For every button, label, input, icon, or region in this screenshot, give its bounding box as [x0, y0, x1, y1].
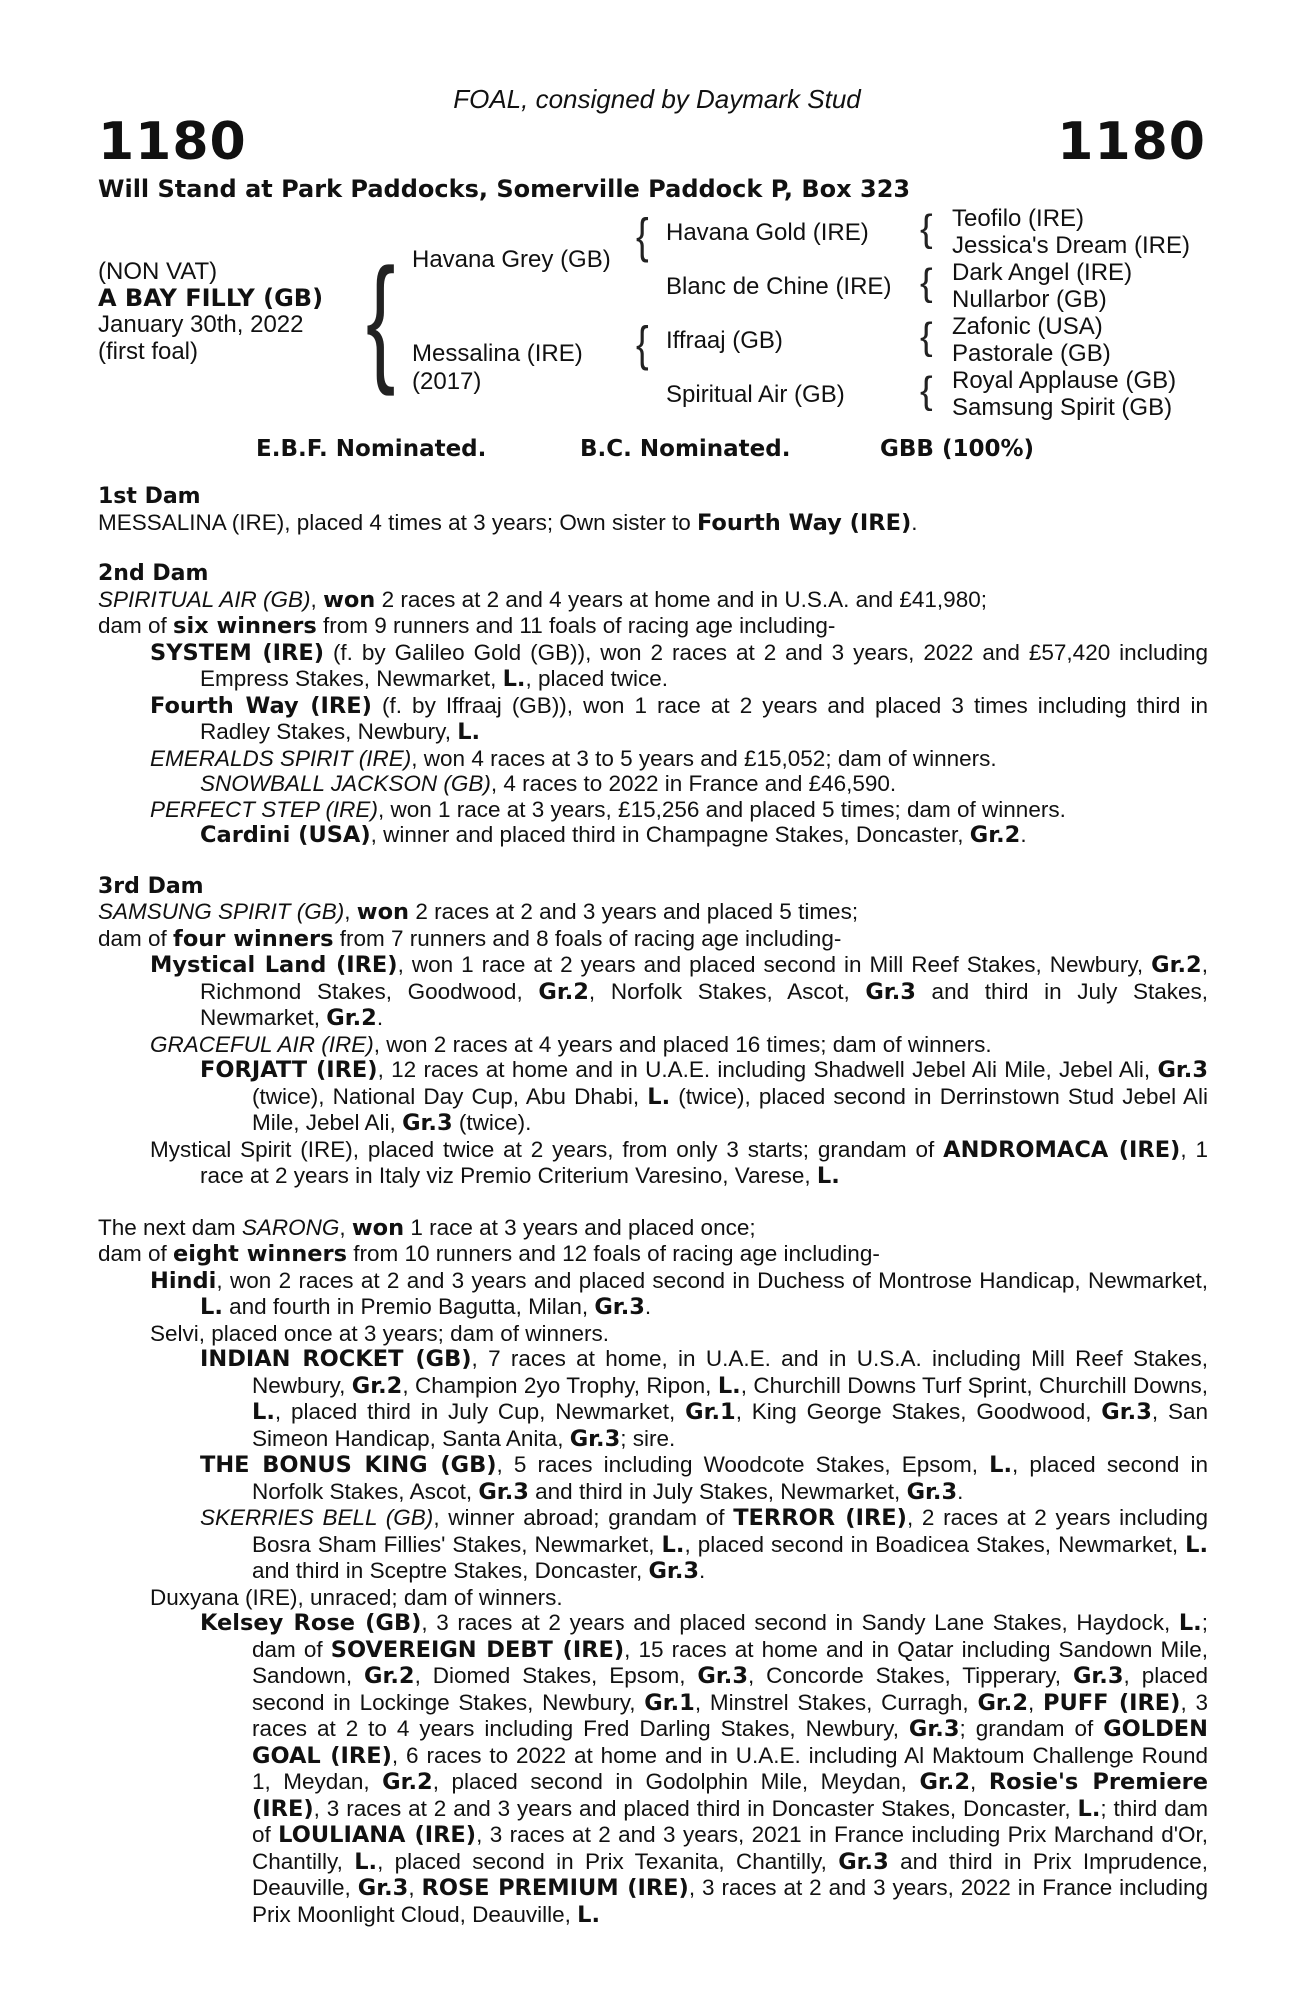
produce-record: PERFECT STEP (IRE), won 1 race at 3 years, £15,256 and placed 5 times; dam of winners. Cardini (USA), winner and placed third in Champagne Stakes, Doncaster, Gr.2.	[150, 796, 1066, 848]
pedigree-dam-dam: Spiritual Air (GB)	[666, 381, 845, 408]
produce-record: SKERRIES BELL (GB), winner abroad; grandam of TERROR (IRE), 2 races at 2 years including Bosra Sham Fillies' Stakes, Newmarket, L., placed second in Boadicea Stakes, Newmarket, L. and third in Sceptre Stakes, Doncaster, Gr.3.	[200, 1505, 1209, 1584]
third-dam-heading: 3rd Dam	[98, 873, 204, 899]
produce-record: INDIAN ROCKET (GB), 7 races at home, in U.A.E. and in U.S.A. including Mill Reef Stakes, Newbury, Gr.2, Champion 2yo Trophy, Ripon, L., Churchill Downs Turf Sprint, Churchill Downs, L., placed third in July Cup, Newmarket, Gr.1, King George Stakes, Goodwood, Gr.3, San Simeon Handicap, Santa Anita, Gr.3; sire.	[200, 1346, 1208, 1452]
subject-note: (first foal)	[98, 338, 199, 365]
pedigree-brace-g3-1: {	[920, 208, 933, 250]
second-dam-heading: 2nd Dam	[98, 561, 209, 586]
pedigree-brace-main: {	[366, 238, 396, 397]
produce-record: Mystical Land (IRE), won 1 race at 2 years and placed second in Mill Reef Stakes, Newbury, Gr.2, Richmond Stakes, Goodwood, Gr.2, Norfolk Stakes, Ascot, Gr.3 and third in July Stakes, Newmarket, Gr.2.	[150, 952, 1208, 1031]
produce-record: Hindi, won 2 races at 2 and 3 years and placed second in Duchess of Montrose Handicap, Newmarket, L. and fourth in Premio Bagutta, Milan, Gr.3.	[150, 1267, 1208, 1320]
pedigree-dam: Messalina (IRE)	[412, 340, 583, 367]
stabling-location: Will Stand at Park Paddocks, Somerville Paddock P, Box 323	[98, 175, 911, 203]
pedigree-g3-8: Samsung Spirit (GB)	[952, 394, 1173, 421]
first-dam-heading: 1st Dam	[98, 484, 201, 509]
produce-record: THE BONUS KING (GB), 5 races including Woodcote Stakes, Epsom, L., placed second in Norfolk Stakes, Ascot, Gr.3 and third in July Stakes, Newmarket, Gr.3.	[200, 1452, 1208, 1505]
pedigree-dam-sire: Iffraaj (GB)	[666, 327, 783, 354]
second-dam-summary: SPIRITUAL AIR (GB), won 2 races at 2 and 4 years at home and in U.S.A. and £41,980; dam of six winners from 9 runners and 11 foals of racing age including-	[98, 586, 987, 639]
subject-dob: January 30th, 2022	[98, 311, 304, 338]
pedigree-brace-g3-3: {	[920, 316, 933, 358]
produce-record: FORJATT (IRE), 12 races at home and in U.A.E. including Shadwell Jebel Ali Mile, Jebel Ali, Gr.3 (twice), National Day Cup, Abu Dhabi, L. (twice), placed second in Derrinstown Stud Jebel Ali Mile, Jebel Ali, Gr.3 (twice).	[200, 1057, 1208, 1136]
produce-record: GRACEFUL AIR (IRE), won 2 races at 4 years and placed 16 times; dam of winners.	[150, 1031, 992, 1057]
gbb-status: GBB (100%)	[880, 436, 1035, 462]
pedigree-g3-4: Nullarbor (GB)	[952, 286, 1107, 313]
next-dam-summary: The next dam SARONG, won 1 race at 3 years and placed once; dam of eight winners from 10 runners and 12 foals of racing age including-	[98, 1214, 880, 1267]
ebf-nomination: E.B.F. Nominated.	[256, 436, 487, 462]
pedigree-g3-1: Teofilo (IRE)	[952, 205, 1085, 232]
first-dam-line: MESSALINA (IRE), placed 4 times at 3 years; Own sister to Fourth Way (IRE).	[98, 509, 918, 536]
pedigree-g3-7: Royal Applause (GB)	[952, 367, 1177, 394]
produce-record: Selvi, placed once at 3 years; dam of winners.	[150, 1320, 609, 1346]
pedigree-g3-6: Pastorale (GB)	[952, 340, 1111, 367]
pedigree-brace-dam: {	[636, 317, 649, 372]
vat-status: (NON VAT)	[98, 258, 218, 285]
pedigree-g3-2: Jessica's Dream (IRE)	[952, 232, 1190, 259]
subject-name: A BAY FILLY (GB)	[98, 284, 324, 312]
consignment-line: FOAL, consigned by Daymark Stud	[453, 84, 861, 114]
produce-record: SYSTEM (IRE) (f. by Galileo Gold (GB)), won 2 races at 2 and 3 years, 2022 and £57,420 including Empress Stakes, Newmarket, L., placed twice.	[150, 639, 1208, 692]
produce-record: EMERALDS SPIRIT (IRE), won 4 races at 3 to 5 years and £15,052; dam of winners. SNOWBALL JACKSON (GB), 4 races to 2022 in France and £46,590.	[150, 745, 997, 796]
pedigree-g3-5: Zafonic (USA)	[952, 313, 1103, 340]
pedigree-brace-g3-2: {	[920, 262, 933, 304]
pedigree-sire-sire: Havana Gold (IRE)	[666, 219, 869, 246]
produce-record: Fourth Way (IRE) (f. by Iffraaj (GB)), won 1 race at 2 years and placed 3 times including third in Radley Stakes, Newbury, L.	[150, 692, 1209, 745]
pedigree-sire-dam: Blanc de Chine (IRE)	[666, 273, 892, 300]
pedigree-dam-year: (2017)	[412, 368, 482, 395]
produce-record: Kelsey Rose (GB), 3 races at 2 years and placed second in Sandy Lane Stakes, Haydock, L.; dam of SOVEREIGN DEBT (IRE), 15 races at home and in Qatar including Sandown Mile, Sandown, Gr.2, Diomed Stakes, Epsom, Gr.3, Concorde Stakes, Tipperary, Gr.3, placed second in Lockinge Stakes, Newbury, Gr.1, Minstrel Stakes, Curragh, Gr.2, PUFF (IRE), 3 races at 2 to 4 years including Fred Darling Stakes, Newbury, Gr.3; grandam of GOLDEN GOAL (IRE), 6 races to 2022 at home and in U.A.E. including Al Maktoum Challenge Round 1, Meydan, Gr.2, placed second in Godolphin Mile, Meydan, Gr.2, Rosie's Premiere (IRE), 3 races at 2 and 3 years and placed third in Doncaster Stakes, Doncaster, L.; third dam of LOULIANA (IRE), 3 races at 2 and 3 years, 2021 in France including Prix Marchand d'Or, Chantilly, L., placed second in Prix Texanita, Chantilly, Gr.3 and third in Prix Imprudence, Deauville, Gr.3, ROSE PREMIUM (IRE), 3 races at 2 and 3 years, 2022 in France including Prix Moonlight Cloud, Deauville, L.	[200, 1610, 1209, 1928]
pedigree-sire: Havana Grey (GB)	[412, 246, 611, 273]
pedigree-brace-sire: {	[636, 209, 649, 264]
bc-nomination: B.C. Nominated.	[580, 436, 791, 462]
produce-record: Duxyana (IRE), unraced; dam of winners.	[150, 1584, 563, 1610]
lot-number-left: 1180	[98, 112, 247, 172]
pedigree-g3-3: Dark Angel (IRE)	[952, 259, 1133, 286]
catalogue-body	[98, 484, 1208, 1928]
lot-number-right: 1180	[1057, 112, 1206, 172]
third-dam-summary: SAMSUNG SPIRIT (GB), won 2 races at 2 and 3 years and placed 5 times; dam of four winners from 7 runners and 8 foals of racing age including-	[98, 899, 859, 952]
produce-record: Mystical Spirit (IRE), placed twice at 2 years, from only 3 starts; grandam of ANDROMACA (IRE), 1 race at 2 years in Italy viz Premio Criterium Varesino, Varese, L.	[150, 1136, 1208, 1189]
pedigree-brace-g3-4: {	[920, 370, 933, 412]
